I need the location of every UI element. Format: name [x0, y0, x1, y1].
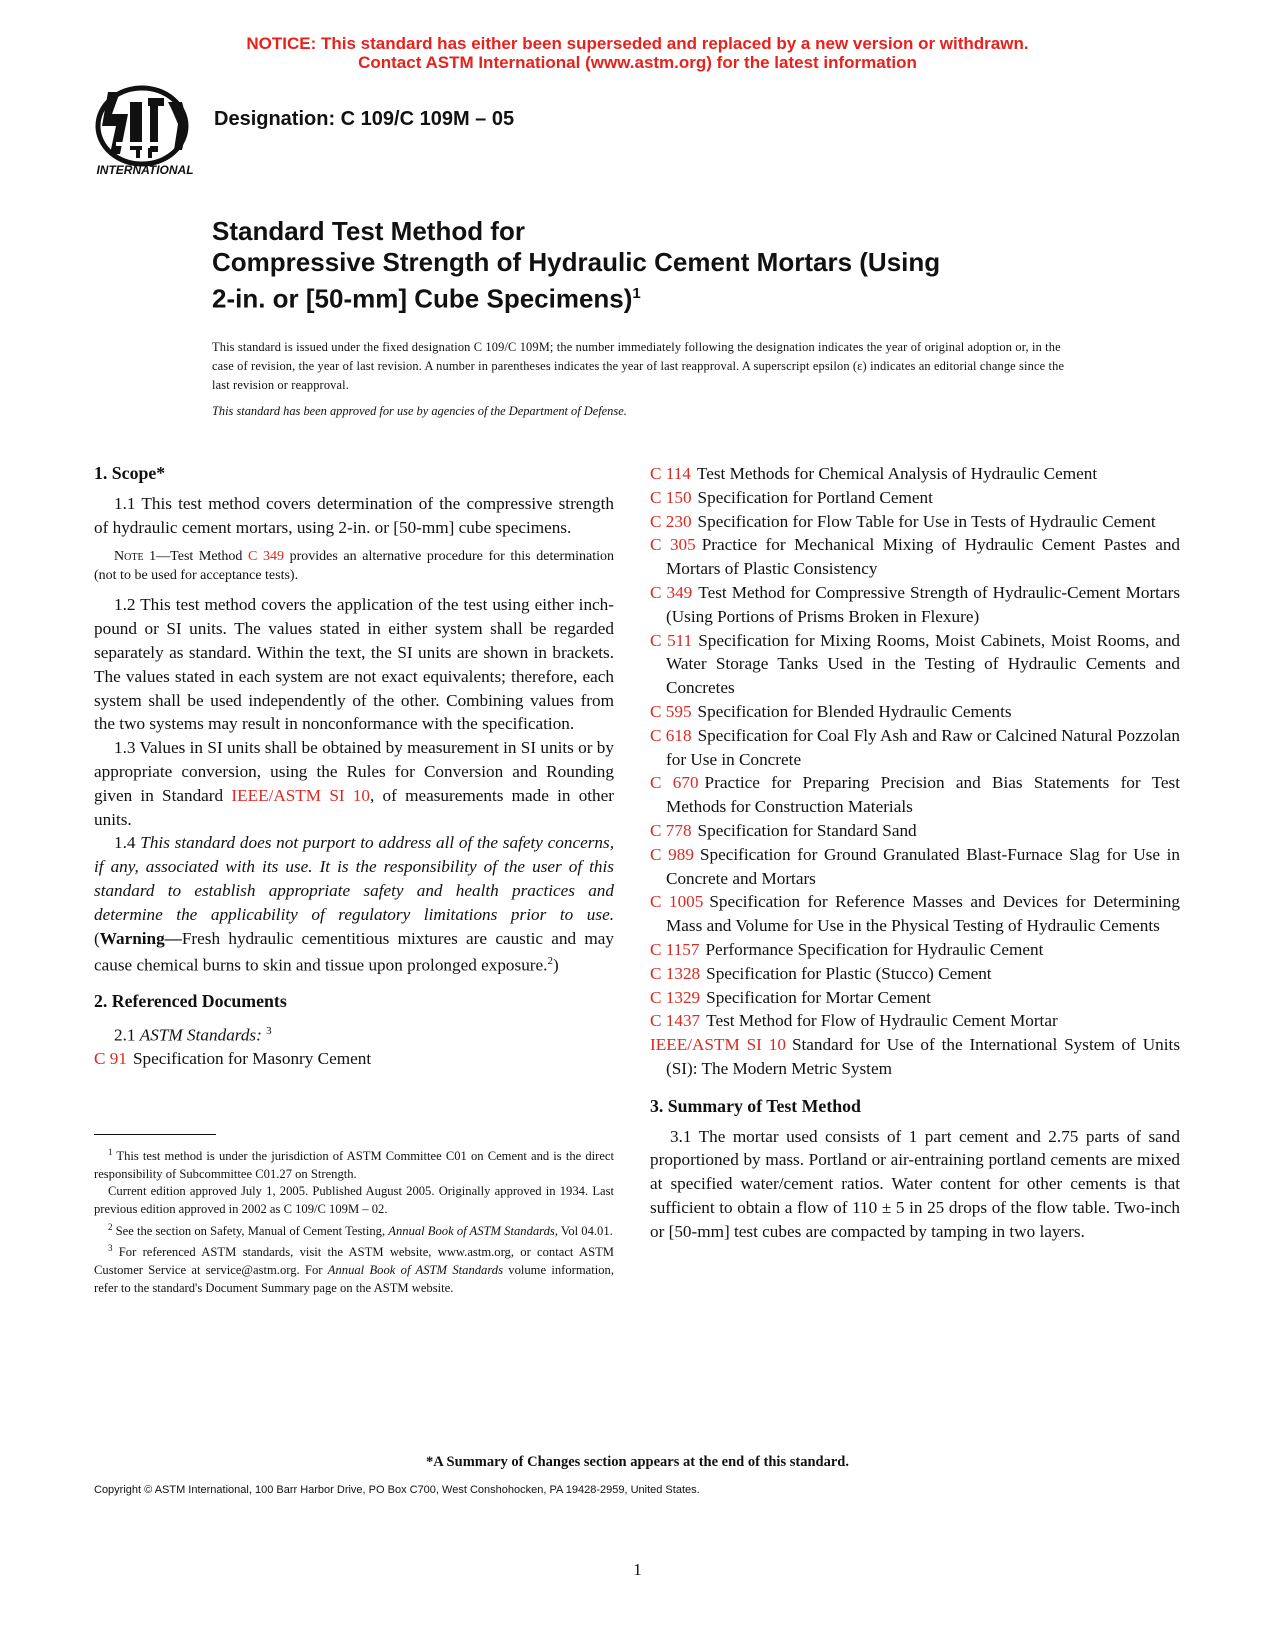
issued-statement: This standard is issued under the fixed designation C 109/C 109M; the number immediately following the designation indicates the year of original adoption or, in the case of revision, the year of last revision. A number in parentheses indicates the year of last reapproval. A superscript epsilon (ε) indicates an editorial change since the last revision or reapproval.	[212, 340, 1065, 392]
footnote-3-note-mark: 3	[108, 1243, 113, 1254]
para-1-4-open: (	[94, 928, 100, 948]
reference-title: Practice for Preparing Precision and Bias Statements for Test Methods for Construction Materials	[666, 773, 1180, 817]
warning-label: Warning—	[99, 928, 182, 948]
logo-text: INTERNATIONAL	[96, 163, 194, 177]
footnote-1-edition: Current edition approved July 1, 2005. Published August 2005. Originally approved in 1934. Last previous edition approved in 2002 as C 109/C 109M – 02.	[94, 1184, 614, 1216]
notice-banner	[0, 34, 1275, 72]
note-1-post: provides an alternative procedure for this determination (not to be used for acceptance tests).	[94, 549, 614, 584]
reference-item	[650, 510, 1180, 534]
notice-line-1: NOTICE: This standard has either been superseded and replaced by a new version or withdrawn.	[246, 34, 1029, 53]
title-line-3	[212, 278, 1072, 315]
footnote-3-mark: 3	[266, 1024, 272, 1037]
link-ieee-astm-si10[interactable]: IEEE/ASTM SI 10	[231, 785, 371, 805]
reference-title: Performance Specification for Hydraulic Cement	[705, 939, 1044, 959]
reference-title: Test Method for Compressive Strength of Hydraulic-Cement Mortars (Using Portions of Prisms Broken in Flexure)	[666, 582, 1181, 626]
reference-code-link[interactable]: C 511	[650, 630, 693, 650]
designation: Designation: C 109/C 109M – 05	[214, 108, 515, 130]
footnote-3-post: volume information, refer to the standard's Document Summary page on the ASTM website.	[94, 1263, 614, 1295]
reference-item	[650, 462, 1180, 486]
footnote-2-pre: See the section on Safety, Manual of Cement Testing,	[112, 1223, 389, 1238]
reference-item	[650, 1033, 1180, 1081]
reference-code-link[interactable]: C 114	[650, 464, 691, 483]
reference-code-link[interactable]: C 150	[650, 487, 692, 507]
reference-title: Specification for Portland Cement	[697, 487, 933, 507]
reference-code-link[interactable]: C 305	[650, 535, 696, 555]
para-1-4-num: 1.4	[114, 833, 141, 853]
document-title	[212, 216, 1072, 315]
reference-title: Test Methods for Chemical Analysis of Hydraulic Cement	[696, 464, 1098, 483]
reference-title: Specification for Flow Table for Use in Tests of Hydraulic Cement	[697, 511, 1156, 531]
reference-title: Test Method for Flow of Hydraulic Cement Mortar	[706, 1011, 1058, 1031]
title-line-1: Standard Test Method for	[212, 216, 525, 246]
reference-title: Specification for Coal Fly Ash and Raw or Calcined Natural Pozzolan for Use in Concrete	[666, 725, 1180, 769]
footnote-3-italic: Annual Book of ASTM Standards	[327, 1263, 503, 1278]
footnote-1	[94, 1144, 614, 1183]
astm-logo	[90, 84, 200, 178]
reference-title: Specification for Ground Granulated Blast-Furnace Slag for Use in Concrete and Mortars	[666, 844, 1180, 888]
scope-heading: 1. Scope*	[94, 463, 166, 483]
para-1-4-close: )	[552, 956, 559, 976]
footnote-1-mark: 1	[108, 1147, 113, 1157]
footnote-divider	[94, 1134, 216, 1135]
note-1-pre: —Test Method	[156, 549, 249, 565]
para-1-4	[94, 831, 614, 978]
title-footnote-mark: 1	[632, 285, 641, 302]
reference-title: Specification for Masonry Cement	[132, 1049, 372, 1069]
para-2-1-num: 2.1	[114, 1025, 140, 1045]
reference-title: Specification for Standard Sand	[697, 820, 917, 840]
para-1-3	[94, 736, 614, 831]
footnote-3-pre: For referenced ASTM standards, visit the ASTM website, www.astm.org, or contact ASTM Customer Service at service@astm.org. For	[94, 1245, 614, 1278]
reference-item	[94, 1047, 614, 1071]
reference-code-link[interactable]: IEEE/ASTM SI 10	[650, 1035, 786, 1055]
approved-statement: This standard has been approved for use by agencies of the Department of Defense.	[212, 404, 627, 418]
reference-code-link[interactable]: C 1329	[650, 987, 701, 1007]
referenced-heading: 2. Referenced Documents	[94, 990, 287, 1011]
link-c349[interactable]: C 349	[248, 549, 284, 565]
reference-code-link[interactable]: C 618	[650, 725, 692, 745]
reference-item	[650, 700, 1180, 724]
title-line-2: Compressive Strength of Hydraulic Cement Mortars (Using	[212, 247, 941, 277]
summary-of-changes-note: *A Summary of Changes section appears at the end of this standard.	[426, 1454, 849, 1470]
note-1	[94, 547, 614, 585]
para-3-1: 3.1 The mortar used consists of 1 part cement and 2.75 parts of sand proportioned by mass. Portland or air-entraining portland cements are mixed at specified water/cement ratios. Water content for other cements is that sufficient to obtain a flow of 110 ± 5 in 25 drops of the flow table. Two-inch or [50-mm] test cubes are compacted by tamping in two layers.	[650, 1126, 1180, 1241]
para-1-3-pre: 1.3 Values in SI units shall be obtained by measurement in SI units or by appropriate conversion, using the Rules for Conversion and Rounding given in Standard	[94, 738, 614, 805]
page-number: 1	[633, 1560, 642, 1579]
reference-item	[650, 629, 1180, 700]
reference-code-link[interactable]: C 230	[650, 511, 692, 531]
right-column	[650, 462, 1180, 1244]
reference-item	[650, 1009, 1180, 1033]
footnotes	[94, 1144, 614, 1297]
reference-title: Specification for Reference Masses and Devices for Determining Mass and Volume for Use in the Physical Testing of Hydraulic Cements	[666, 892, 1180, 936]
summary-heading: 3. Summary of Test Method	[650, 1095, 861, 1116]
reference-item	[650, 533, 1180, 581]
reference-title: Specification for Mortar Cement	[706, 987, 931, 1007]
footnote-2-italic: Annual Book of ASTM Standards	[388, 1223, 555, 1238]
para-2-1	[94, 1020, 614, 1048]
notice-line-2: Contact ASTM International (www.astm.org) for the latest information	[358, 53, 917, 72]
reference-code-link[interactable]: C 1437	[650, 1011, 701, 1031]
reference-item	[650, 771, 1180, 819]
reference-item	[650, 819, 1180, 843]
note-1-label: Note 1	[114, 549, 157, 565]
reference-item	[650, 890, 1180, 938]
astm-standards-label: ASTM Standards:	[139, 1025, 262, 1045]
copyright: Copyright © ASTM International, 100 Barr Harbor Drive, PO Box C700, West Conshohocken, PA 19428-2959, United States.	[94, 1484, 700, 1496]
footnote-2-mark: 2	[547, 955, 553, 968]
para-1-1: 1.1 This test method covers determination of the compressive strength of hydraulic cement mortars, using 2-in. or [50-mm] cube specimens.	[94, 493, 614, 537]
reference-title: Standard for Use of the International System of Units (SI): The Modern Metric System	[666, 1035, 1181, 1078]
left-column	[94, 462, 614, 1071]
reference-code-link[interactable]: C 778	[650, 820, 692, 840]
reference-code-link[interactable]: C 670	[650, 773, 699, 793]
reference-code-link[interactable]: C 1005	[650, 892, 704, 912]
reference-item	[650, 724, 1180, 772]
para-1-3-post: , of measurements made in other units.	[94, 785, 615, 829]
reference-item	[650, 486, 1180, 510]
reference-item	[650, 938, 1180, 962]
footnote-2-post: , Vol 04.01.	[554, 1223, 613, 1238]
para-1-4-rest: Fresh hydraulic cementitious mixtures are caustic and may cause chemical burns to skin and tissue upon prolonged exposure.	[94, 928, 614, 976]
reference-title: Specification for Plastic (Stucco) Cement	[706, 963, 992, 983]
reference-code-link[interactable]: C 989	[650, 844, 694, 864]
reference-code-link[interactable]: C 1328	[650, 963, 701, 983]
reference-code-link[interactable]: C 595	[650, 701, 692, 721]
reference-code-link[interactable]: C 349	[650, 582, 693, 602]
reference-title: Specification for Blended Hydraulic Cements	[697, 701, 1012, 721]
reference-item	[650, 986, 1180, 1010]
reference-item	[650, 581, 1180, 629]
reference-code-link[interactable]: C 1157	[650, 939, 700, 959]
reference-code-link[interactable]: C 91	[94, 1049, 127, 1069]
reference-item	[650, 962, 1180, 986]
footnote-3	[94, 1240, 614, 1297]
para-1-4-italic: This standard does not purport to address all of the safety concerns, if any, associated with its use. It is the responsibility of the user of this standard to establish appropriate safety and health practices and determine the applicability of regulatory limitations prior to use.	[94, 833, 615, 924]
footnote-1-text: This test method is under the jurisdiction of ASTM Committee C01 on Cement and is the direct responsibility of Subcommittee C01.27 on Strength.	[94, 1149, 614, 1181]
footnote-2-note-mark: 2	[108, 1221, 113, 1232]
reference-item	[650, 843, 1180, 891]
title-line-3-text: 2-in. or [50-mm] Cube Specimens)	[212, 283, 633, 314]
right-reference-list	[650, 462, 1180, 1081]
reference-title: Practice for Mechanical Mixing of Hydraulic Cement Pastes and Mortars of Plastic Consistency	[666, 535, 1181, 579]
footnote-2	[94, 1219, 614, 1241]
para-1-2: 1.2 This test method covers the application of the test using either inch-pound or SI units. The values stated in either system shall be regarded separately as standard. Within the text, the SI units are shown in brackets. The values stated in each system are not exact equivalents; therefore, each system shall be used independently of the other. Combining values from the two systems may result in nonconformance with the specification.	[94, 595, 614, 734]
reference-title: Specification for Mixing Rooms, Moist Cabinets, Moist Rooms, and Water Storage Tanks Used in the Testing of Hydraulic Cements and Concretes	[666, 630, 1181, 698]
left-reference-list	[94, 1047, 614, 1071]
